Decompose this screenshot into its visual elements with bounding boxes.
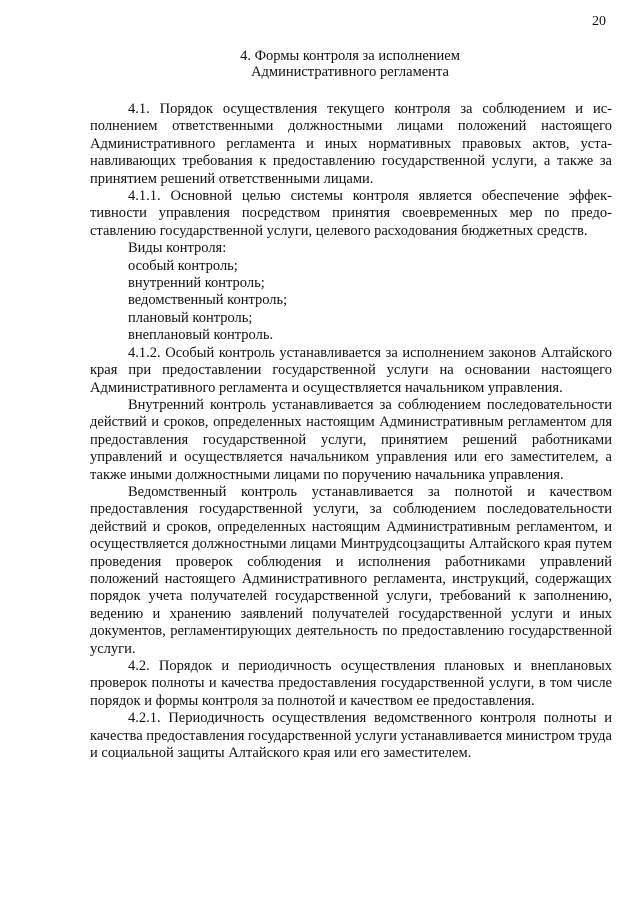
- paragraph-4-1-1: 4.1.1. Основной целью системы контроля является обеспечение эффективности управления посредством принятия своевременных мер по предоставлению государственной услуги, целевого расходования бюджетных средств.: [90, 188, 612, 239]
- paragraph-4-1-2: 4.1.2. Особый контроль устанавливается за исполнением законов Алтайского края при предоставлении государственной услуги на основании настоящего Административного регламента и осуществляется начальником управления.: [90, 344, 612, 396]
- list-item: плановый контроль;: [128, 309, 253, 326]
- section-title-line-2: Административного регламента: [251, 64, 449, 80]
- paragraph-4-2: 4.2. Порядок и периодичность осуществления плановых и внеплановых проверок полноты и качества предоставления государственной услуги, в том числе порядок и формы контроля за полнотой и качеством ее предоставления.: [90, 658, 612, 709]
- section-title-line-1: 4. Формы контроля за исполнением: [240, 48, 460, 64]
- paragraph-4-2-1: 4.2.1. Периодичность осуществления ведомственного контроля полноты и качества предоставления государственной услуги устанавливается министром труда и социальной защиты Алтайского края или его заместителем.: [90, 710, 612, 762]
- control-types-list: [90, 258, 612, 345]
- list-item: внутренний контроль;: [128, 275, 265, 292]
- page-number: 20: [592, 14, 606, 29]
- paragraph-internal-control: Внутренний контроль устанавливается за соблюдением последовательности действий и сроков, определенных настоящим Административным регламентом для предоставления государственной услуги, принятием решений работниками управлений и осуществляется начальником управления или его заместителем, а также иными должностными лицами по поручению начальника управления.: [90, 396, 612, 483]
- list-item: внеплановый контроль.: [128, 327, 274, 344]
- control-types-heading: Виды контроля:: [128, 240, 227, 257]
- list-item: ведомственный контроль;: [128, 292, 288, 309]
- document-body: [90, 101, 612, 762]
- paragraph-4-1: 4.1. Порядок осуществления текущего контроля за соблюдением и исполнением ответственными должностными лицами положений настоящего Административного регламента и иных нормативных правовых актов, устанавливающих требования к предоставлению государственной услуги, а также за принятием решений ответственными лицами.: [90, 101, 612, 187]
- paragraph-departmental-control: Ведомственный контроль устанавливается за полнотой и качеством предоставления государственной услуги, за соблюдением последовательности действий и сроков, определенных настоящим Административным регламентом, и осуществляется должностными лицами Минтрудсоцзащиты Алтайского края путем проведения проверок соблюдения и исполнения работниками управлений положений настоящего Административного регламента, инструкций, содержащих порядок учета получателей государственной услуги, требований к заполнению, ведению и хранению заявлений получателей государственной услуги и иных документов, регламентирующих деятельность по предоставлению государственной услуги.: [90, 483, 612, 657]
- list-item: особый контроль;: [128, 257, 238, 274]
- section-title: [90, 48, 610, 80]
